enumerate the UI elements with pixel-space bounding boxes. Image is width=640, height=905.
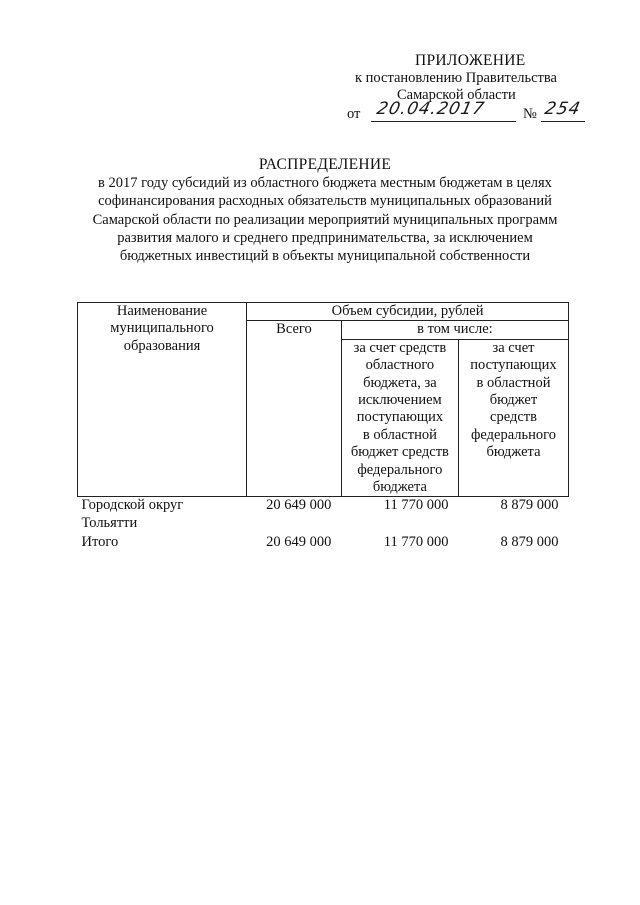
header-regional-budget (341, 339, 458, 497)
header-text-line: в областной (476, 374, 551, 391)
subtitle-line: Самарской области по реализации мероприятий муниципальных программ (92, 211, 558, 228)
header-text-line: за счет (492, 339, 535, 356)
header-text-line: муниципального (110, 320, 214, 337)
cell-text-line: Тольятти (81, 514, 138, 531)
header-subsidy-volume: Объем субсидии, рублей (247, 303, 569, 321)
subtitle-line: бюджетных инвестиций в объекты муниципальной собственности (119, 248, 531, 265)
cell-total-regional: 11 770 000 (383, 534, 449, 551)
header-text-line: областного (365, 357, 435, 374)
header-text-line: за счет средств (353, 339, 447, 356)
header-text-line: федерального (357, 461, 443, 478)
subtitle-line: софинансирования расходных обязательств муниципальных образований (98, 193, 552, 210)
date-field (371, 99, 516, 122)
header-text-line: бюджет средств (350, 444, 449, 461)
header-text-line: образования (123, 337, 201, 354)
header-text-line: федерального (471, 426, 556, 443)
header-federal-budget (458, 339, 568, 497)
number-label: № (523, 106, 537, 122)
subtitle-line: в 2017 году субсидий из областного бюджета местным бюджетам в целях (98, 175, 552, 192)
subtitle-line: развития малого и среднего предпринимательства, за исключением (117, 229, 533, 246)
appendix-region-line: Самарской области (397, 87, 516, 103)
cell-municipality (78, 497, 247, 532)
header-text-line: средств (490, 409, 537, 426)
header-total: Всего (247, 321, 342, 497)
table-total-row (78, 532, 569, 551)
document-title: РАСПРЕДЕЛЕНИЕ (258, 156, 392, 173)
handwritten-number: 254 (542, 99, 583, 119)
header-text-line: поступающих (470, 357, 557, 374)
table-row (78, 497, 569, 532)
header-text-line: в областной (362, 426, 437, 443)
header-municipality (78, 303, 247, 497)
cell-total: 20 649 000 (266, 497, 332, 514)
header-text-line: поступающих (356, 409, 444, 426)
from-label: от (347, 106, 361, 122)
cell-regional: 11 770 000 (383, 497, 449, 514)
header-text-line: Наименование (116, 303, 208, 319)
cell-total-sum: 20 649 000 (266, 534, 332, 551)
header-text-line: бюджет (489, 392, 538, 409)
cell-text-line: Городской округ (81, 497, 184, 514)
header-including: в том числе: (341, 321, 568, 339)
header-text-line: бюджета (372, 479, 427, 496)
distribution-table (77, 302, 569, 552)
cell-federal: 8 879 000 (500, 497, 559, 514)
header-text-line: бюджета, за (363, 374, 437, 391)
appendix-resolution-line: к постановлению Правительства (355, 70, 557, 86)
number-field (541, 99, 585, 122)
document-title-block (70, 156, 580, 265)
header-text-line: исключением (358, 392, 442, 409)
header-text-line: бюджета (486, 444, 541, 461)
appendix-date-number-line (347, 99, 587, 126)
appendix-title: ПРИЛОЖЕНИЕ (415, 52, 526, 69)
cell-total-label: Итого (81, 534, 119, 551)
handwritten-date: 20.04.2017 (374, 99, 487, 119)
cell-total-federal: 8 879 000 (500, 534, 559, 551)
